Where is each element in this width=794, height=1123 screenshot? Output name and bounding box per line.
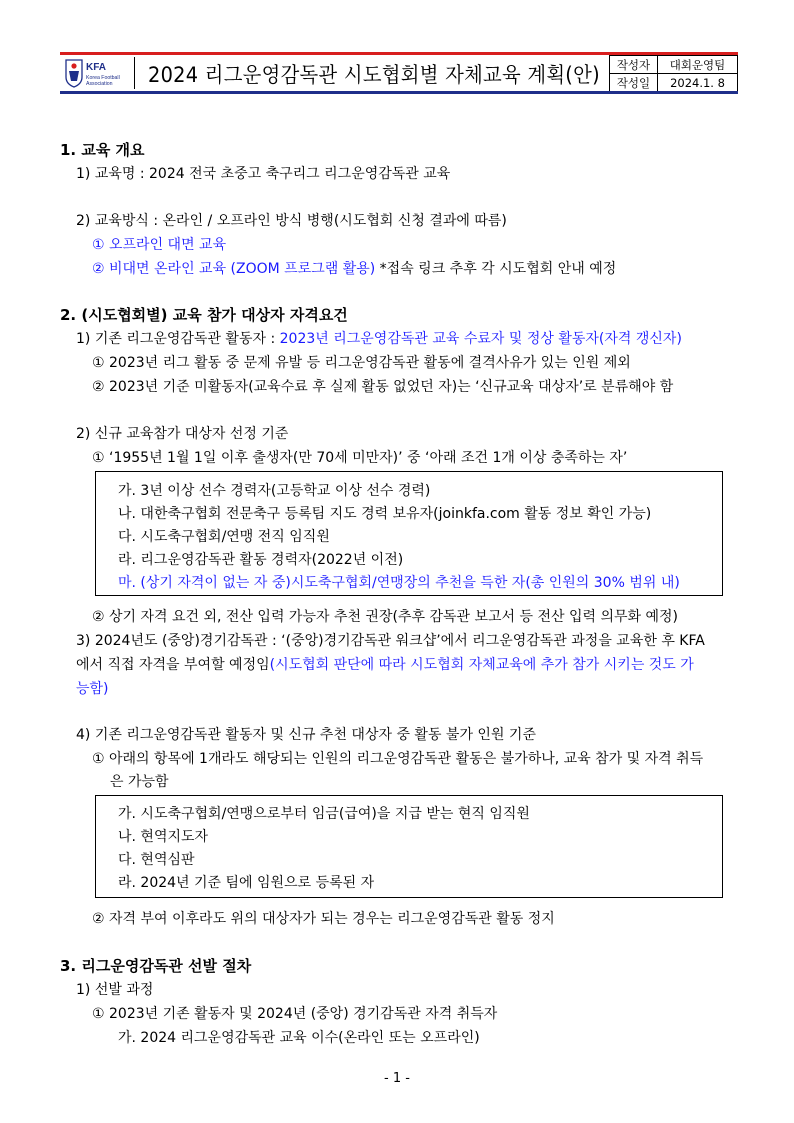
criteria-item: 라. 리그운영감독관 활동 경력자(2022년 이전): [118, 552, 404, 568]
author-label: 작성자: [610, 56, 658, 74]
exclusion-item: 가. 시도축구협회/연맹으로부터 임금(급여)을 지급 받는 현직 임직원: [118, 806, 530, 822]
s1-line-2: 2) 교육방식 : 온라인 / 오프라인 방식 병행(시도협회 신청 결과에 따름): [76, 213, 507, 229]
s1-line-4-online: ② 비대면 온라인 교육 (ZOOM 프로그램 활용): [92, 261, 376, 277]
date-label: 작성일: [610, 74, 658, 92]
exclusion-item: 라. 2024년 기준 팀에 임원으로 등록된 자: [118, 875, 375, 891]
section-1-title: 1. 교육 개요: [60, 141, 145, 159]
s1-line-4-note: *접속 링크 추후 각 시도협회 안내 예정: [375, 261, 617, 277]
s2-line-9: 능함): [76, 681, 109, 697]
s2-line-2: ① 2023년 리그 활동 중 문제 유발 등 리그운영감독관 활동에 결격사유가 있는 인원 제외: [92, 355, 631, 371]
s2-line-11: ① 아래의 항목에 1개라도 해당되는 인원의 리그운영감독관 활동은 불가하나, 교육 참가 및 자격 취득: [92, 751, 704, 767]
s2-line-4: 2) 신규 교육참가 대상자 선정 기준: [76, 426, 289, 442]
header-bottom-rule: [60, 91, 738, 94]
criteria-item: 다. 시도축구협회/연맹 전직 임직원: [118, 529, 330, 545]
exclusion-item: 나. 현역지도자: [118, 829, 209, 845]
s2-line-1-label: 1) 기존 리그운영감독관 활동자 :: [76, 331, 280, 347]
svg-text:KFA: KFA: [86, 62, 106, 73]
s2-line-13: ② 자격 부여 이후라도 위의 대상자가 되는 경우는 리그운영감독관 활동 정지: [92, 911, 555, 927]
s3-line-1: 1) 선발 과정: [76, 982, 154, 998]
svg-text:Association: Association: [86, 81, 113, 87]
svg-text:Korea Football: Korea Football: [86, 75, 120, 81]
s1-line-1: 1) 교육명 : 2024 전국 초중고 축구리그 리그운영감독관 교육: [76, 166, 451, 182]
header-separator: [134, 57, 135, 89]
s2-line-1: [76, 328, 682, 348]
page-number: - 1 -: [384, 1071, 410, 1086]
s2-line-7: 3) 2024년도 (중앙)경기감독관 : ‘(중앙)경기감독관 워크샵’에서 리그운영감독관 과정을 교육한 후 KFA: [76, 633, 705, 649]
section-3-title: 3. 리그운영감독관 선발 절차: [60, 957, 252, 975]
s2-line-5: ① ‘1955년 1월 1일 이후 출생자(만 70세 미만자)’ 중 ‘아래 조건 1개 이상 충족하는 자’: [92, 450, 628, 466]
s2-line-10: 4) 기존 리그운영감독관 활동자 및 신규 추천 대상자 중 활동 불가 인원 기준: [76, 727, 536, 743]
s2-line-3: ② 2023년 기준 미활동자(교육수료 후 실제 활동 없었던 자)는 ‘신규교육 대상자’로 분류해야 함: [92, 379, 674, 395]
s3-line-2: ① 2023년 기존 활동자 및 2024년 (중앙) 경기감독관 자격 취득자: [92, 1006, 498, 1022]
s2-line-8-a: 에서 직접 자격을 부여할 예정임: [76, 657, 270, 673]
document-title: 2024 리그운영감독관 시도협회별 자체교육 계획(안): [148, 63, 600, 87]
s1-line-4: [92, 258, 616, 278]
s2-line-1-value: 2023년 리그운영감독관 교육 수료자 및 정상 활동자(자격 갱신자): [279, 331, 682, 347]
author-value: 대회운영팀: [658, 56, 738, 74]
document-meta-table: [609, 55, 738, 92]
s2-line-8: [76, 654, 694, 674]
s1-line-3: ① 오프라인 대면 교육: [92, 237, 227, 253]
s2-line-12: 은 가능함: [110, 774, 169, 790]
criteria-item: 마. (상기 자격이 없는 자 중)시도축구협회/연맹장의 추천을 득한 자(총 인원의 30% 범위 내): [118, 575, 680, 591]
criteria-item: 가. 3년 이상 선수 경력자(고등학교 이상 선수 경력): [118, 483, 431, 499]
s2-line-8-b: (시도협회 판단에 따라 시도협회 자체교육에 추가 참가 시키는 것도 가: [269, 657, 694, 673]
date-value: 2024.1. 8: [658, 74, 738, 92]
s2-line-6: ② 상기 자격 요건 외, 전산 입력 가능자 추천 권장(추후 감독관 보고서 등 전산 입력 의무화 예정): [92, 609, 678, 625]
section-2-title: 2. (시도협회별) 교육 참가 대상자 자격요건: [60, 306, 348, 324]
kfa-logo: [64, 57, 130, 89]
criteria-item: 나. 대한축구협회 전문축구 등록팀 지도 경력 보유자(joinkfa.com 활동 정보 확인 가능): [118, 506, 652, 522]
exclusion-item: 다. 현역심판: [118, 852, 195, 868]
s3-line-3: 가. 2024 리그운영감독관 교육 이수(온라인 또는 오프라인): [118, 1030, 480, 1046]
